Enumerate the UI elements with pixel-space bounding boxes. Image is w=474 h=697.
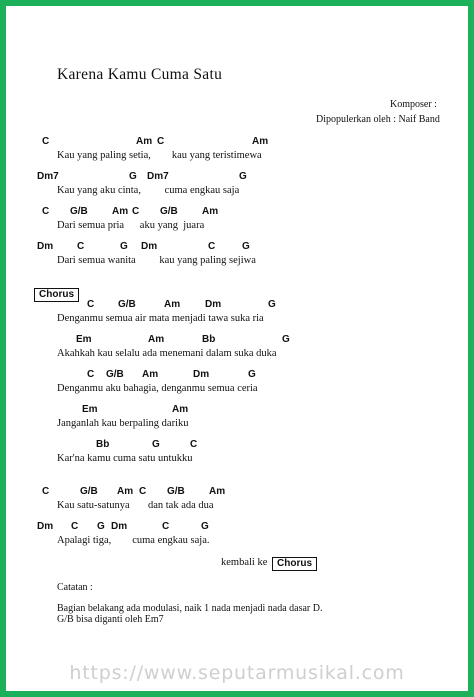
chord: C	[42, 136, 50, 147]
lyric-line: Kau satu-satunya dan tak ada dua	[57, 500, 214, 511]
chord: Am	[112, 206, 129, 217]
chord: G	[97, 521, 105, 532]
lyric-line: Apalagi tiga, cuma engkau saja.	[57, 535, 210, 546]
lyric-line: Janganlah kau berpaling dariku	[57, 418, 189, 429]
chord: C	[42, 206, 50, 217]
chord: G/B	[80, 486, 98, 497]
chord: G/B	[118, 299, 136, 310]
chord: C	[190, 439, 198, 450]
chord: Dm7	[147, 171, 169, 182]
return-chorus-label: Chorus	[272, 557, 317, 571]
chord: Am	[252, 136, 269, 147]
chord: Am	[202, 206, 219, 217]
chorus-label: Chorus	[34, 288, 79, 302]
chord: C	[71, 521, 79, 532]
chord: Am	[209, 486, 226, 497]
chord: C	[87, 369, 95, 380]
chord: G	[129, 171, 137, 182]
chord: Am	[117, 486, 134, 497]
chord: Am	[164, 299, 181, 310]
chord: C	[208, 241, 216, 252]
notes-heading: Catatan :	[57, 582, 93, 593]
chord: Em	[82, 404, 98, 415]
chord: Am	[142, 369, 159, 380]
chord: Dm	[37, 521, 54, 532]
lyric-line: Kau yang aku cinta, cuma engkau saja	[57, 185, 240, 196]
return-instruction: kembali ke	[221, 557, 268, 568]
chord: G	[242, 241, 250, 252]
chord: G/B	[70, 206, 88, 217]
chord: Am	[172, 404, 189, 415]
chord: Dm	[205, 299, 222, 310]
chord: C	[157, 136, 165, 147]
composer-label: Komposer :	[390, 99, 437, 110]
popularized-by: Dipopulerkan oleh : Naif Band	[316, 114, 440, 125]
chord: G	[282, 334, 290, 345]
chord: C	[42, 486, 50, 497]
lyric-line: Denganmu aku bahagia, denganmu semua ceria	[57, 383, 258, 394]
chord: C	[162, 521, 170, 532]
note-line: Bagian belakang ada modulasi, naik 1 nada menjadi nada dasar D.	[57, 603, 323, 614]
chord: Dm	[111, 521, 128, 532]
lyric-line: Dari semua wanita kau yang paling sejiwa	[57, 255, 256, 266]
chord: C	[132, 206, 140, 217]
chord: G	[152, 439, 160, 450]
chord: Dm	[193, 369, 210, 380]
song-title: Karena Kamu Cuma Satu	[57, 66, 223, 83]
chord: G/B	[160, 206, 178, 217]
chord: G/B	[106, 369, 124, 380]
chord: Am	[148, 334, 165, 345]
chord: C	[139, 486, 147, 497]
chord: G	[239, 171, 247, 182]
chord: G	[248, 369, 256, 380]
chord: Dm	[37, 241, 54, 252]
lyric-line: Dari semua pria aku yang juara	[57, 220, 205, 231]
watermark: https://www.seputarmusikal.com	[69, 662, 405, 684]
chord: G	[120, 241, 128, 252]
lyric-line: Denganmu semua air mata menjadi tawa suka ria	[57, 313, 264, 324]
chord: C	[77, 241, 85, 252]
chord: G	[268, 299, 276, 310]
lyric-line: Akahkah kau selalu ada menemani dalam suka duka	[57, 348, 277, 359]
chord: G/B	[167, 486, 185, 497]
chord: G	[201, 521, 209, 532]
chord: Am	[136, 136, 153, 147]
chord: C	[87, 299, 95, 310]
lyric-line: Kar'na kamu cuma satu untukku	[57, 453, 193, 464]
chord: Em	[76, 334, 92, 345]
lyric-line: Kau yang paling setia, kau yang teristimewa	[57, 150, 262, 161]
chord: Dm	[141, 241, 158, 252]
note-line: G/B bisa diganti oleh Em7	[57, 614, 164, 625]
chord: Bb	[96, 439, 110, 450]
chord: Dm7	[37, 171, 59, 182]
chord: Bb	[202, 334, 216, 345]
